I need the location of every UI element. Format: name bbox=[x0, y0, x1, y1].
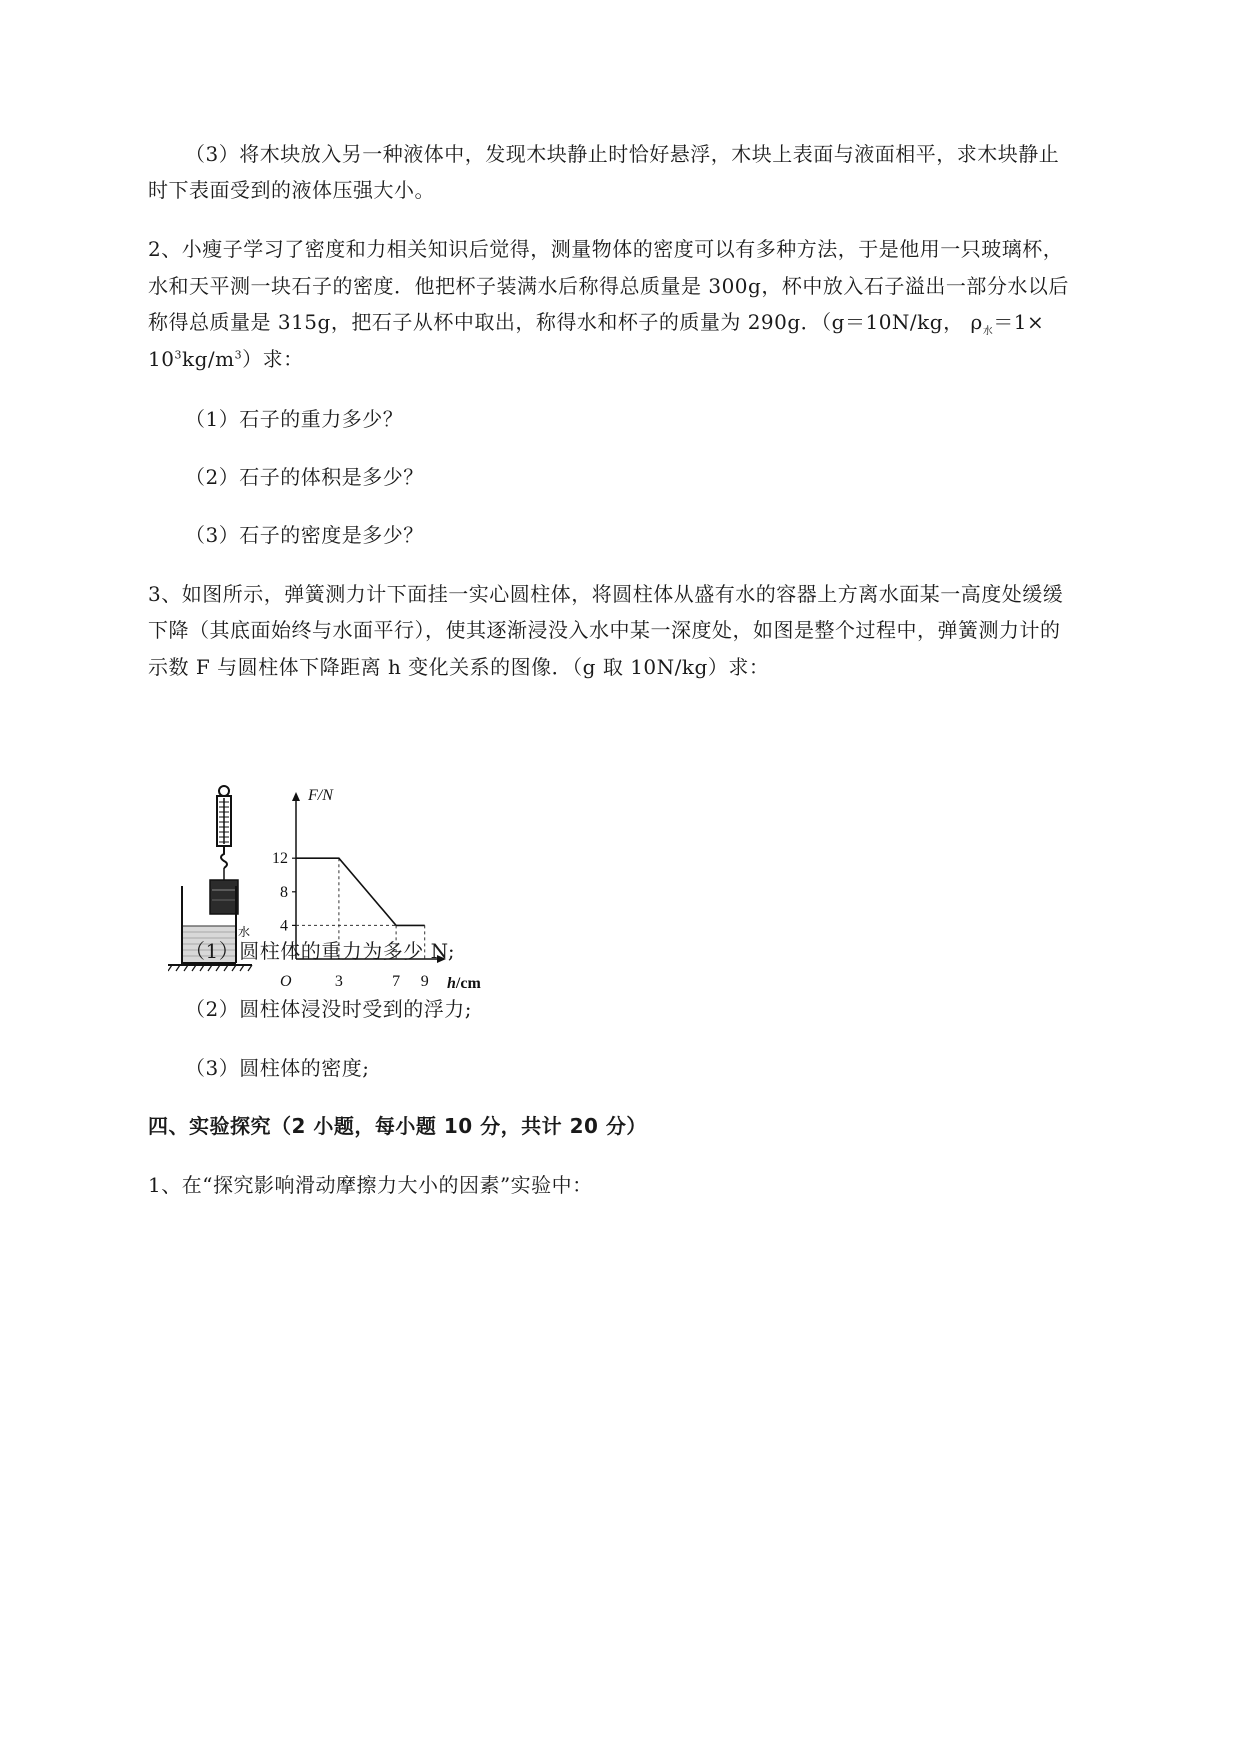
y-tick-label: 8 bbox=[280, 883, 288, 901]
question-3-text: 3、如图所示，弹簧测力计下面挂一实心圆柱体，将圆柱体从盛有水的容器上方离水面某一高度处缓缓 bbox=[148, 582, 1064, 606]
section-4-question-1: 1、在“探究影响滑动摩擦力大小的因素”实验中： bbox=[148, 1173, 593, 1197]
exponent: 3 bbox=[174, 348, 182, 362]
rho-symbol: ρ bbox=[970, 310, 983, 334]
y-tick-label: 4 bbox=[280, 917, 288, 935]
text-segment: kg/m bbox=[181, 347, 235, 371]
figure-apparatus-and-graph bbox=[168, 778, 548, 1008]
text-line: （3）将木块放入另一种液体中，发现木块静止时恰好悬浮，木块上表面与液面相平，求木块静止 bbox=[185, 142, 1060, 166]
x-axis-var: h bbox=[447, 975, 456, 992]
text-segment: 称得总质量是 315g，把石子从杯中取出，称得水和杯子的质量为 290g．（g＝10N/kg， bbox=[148, 310, 964, 334]
text-line bbox=[148, 309, 1044, 335]
x-tick-label: 3 bbox=[334, 973, 343, 990]
sub-question: （2）石子的体积是多少？ bbox=[185, 465, 424, 489]
x-axis-label bbox=[447, 975, 481, 992]
sub-question: （2）圆柱体浸没时受到的浮力; bbox=[185, 997, 472, 1021]
subscript: 水 bbox=[982, 326, 994, 337]
sub-question: （1）圆柱体的重力为多少 N; bbox=[185, 939, 456, 963]
text-segment: ＝1× bbox=[993, 310, 1045, 334]
sub-question: （1）石子的重力多少？ bbox=[185, 407, 404, 431]
text-line: 示数 F 与圆柱体下降距离 h 变化关系的图像．（g 取 10N/kg）求： bbox=[148, 655, 770, 679]
water-label: 水 bbox=[238, 925, 251, 939]
y-axis-label: F/N bbox=[308, 787, 333, 804]
text-segment: ）求： bbox=[242, 347, 304, 371]
section-heading: 四、实验探究（2 小题，每小题 10 分，共计 20 分） bbox=[148, 1114, 647, 1138]
x-tick-label: 7 bbox=[392, 973, 401, 990]
y-axis-arrow bbox=[292, 792, 300, 801]
text-line: 水和天平测一块石子的密度．他把杯子装满水后称得总质量是 300g，杯中放入石子溢出一部分水以后 bbox=[148, 274, 1069, 298]
question-2-text: 2、小瘦子学习了密度和力相关知识后觉得，测量物体的密度可以有多种方法，于是他用一只玻璃杯， bbox=[148, 237, 1064, 261]
exponent: 3 bbox=[234, 348, 243, 362]
origin-label: O bbox=[280, 973, 292, 990]
sub-question: （3）石子的密度是多少？ bbox=[185, 523, 424, 547]
series-line bbox=[296, 858, 425, 925]
x-axis-unit: /cm bbox=[455, 975, 481, 992]
text-line: 时下表面受到的液体压强大小。 bbox=[148, 178, 435, 202]
sub-question: （3）圆柱体的密度; bbox=[185, 1056, 370, 1080]
text-line bbox=[148, 346, 304, 372]
text-line: 下降（其底面始终与水面平行），使其逐渐浸没入水中某一深度处，如图是整个过程中，弹簧测力计的 bbox=[148, 618, 1061, 642]
x-tick-label: 9 bbox=[420, 973, 429, 990]
y-tick-label: 12 bbox=[272, 850, 288, 868]
text-segment: 10 bbox=[148, 347, 175, 371]
